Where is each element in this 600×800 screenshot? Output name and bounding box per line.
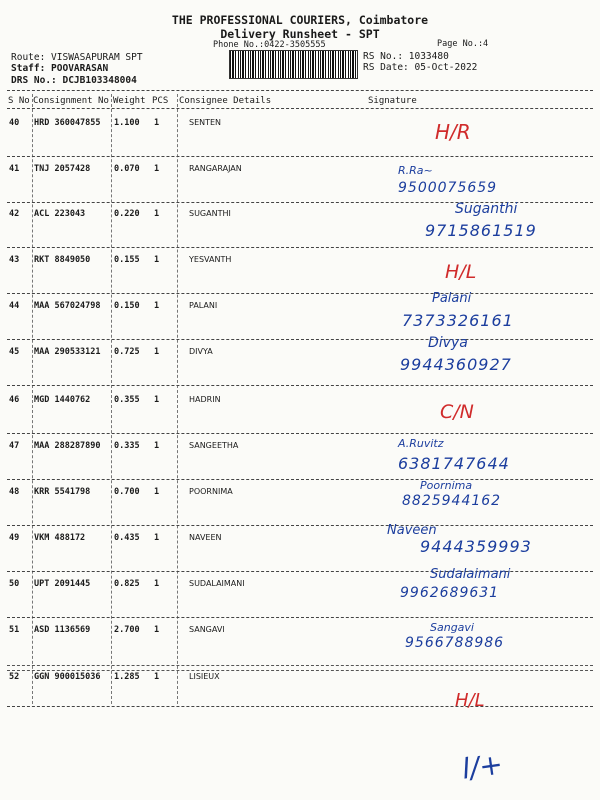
pcs-count: 1 xyxy=(154,672,160,682)
pcs-count: 1 xyxy=(154,487,160,497)
consignment-number: KRR 5541798 xyxy=(34,487,91,497)
weight-value: 0.220 xyxy=(114,209,140,219)
divider xyxy=(7,433,593,434)
signature-mark: Sangavi xyxy=(430,621,474,634)
pcs-count: 1 xyxy=(154,533,160,543)
consignee-name: DIVYA xyxy=(189,347,213,356)
divider xyxy=(7,339,593,340)
consignment-number: ASD 1136569 xyxy=(34,625,91,635)
handwritten-phone: 9566788986 xyxy=(405,635,505,651)
weight-value: 1.100 xyxy=(114,118,140,128)
divider xyxy=(7,385,593,386)
signature-mark: H/L xyxy=(445,261,477,283)
consignment-number: MAA 290533121 xyxy=(34,347,101,357)
pcs-count: 1 xyxy=(154,625,160,635)
weight-value: 0.435 xyxy=(114,533,140,543)
pcs-count: 1 xyxy=(154,347,160,357)
rs-number: RS No.: 1033480 xyxy=(363,51,449,62)
consignment-number: TNJ 2057428 xyxy=(34,164,91,174)
weight-value: 1.285 xyxy=(114,672,140,682)
consignee-name: HADRIN xyxy=(189,395,221,404)
staff: Staff: POOVARASAN xyxy=(11,63,109,74)
barcode xyxy=(229,50,358,79)
phone-number: Phone No.:0422-3505555 xyxy=(213,40,326,50)
consignee-name: POORNIMA xyxy=(189,487,233,496)
handwritten-phone: 9500075659 xyxy=(398,180,498,196)
handwritten-phone: 9444359993 xyxy=(420,537,532,556)
row-sno: 51 xyxy=(9,625,20,635)
row-sno: 40 xyxy=(9,118,20,128)
column-rule xyxy=(32,94,33,704)
pcs-count: 1 xyxy=(154,441,160,451)
row-sno: 48 xyxy=(9,487,20,497)
consignment-number: ACL 223043 xyxy=(34,209,86,219)
signature-mark: Naveen xyxy=(387,523,437,538)
row-sno: 46 xyxy=(9,395,20,405)
consignee-name: SANGAVI xyxy=(189,625,225,634)
column-rule xyxy=(111,94,112,704)
divider xyxy=(7,479,593,480)
row-sno: 45 xyxy=(9,347,20,357)
page-number: Page No.:4 xyxy=(437,39,489,49)
weight-value: 0.825 xyxy=(114,579,140,589)
consignee-name: SENTEN xyxy=(189,118,222,127)
weight-value: 0.070 xyxy=(114,164,140,174)
consignee-name: LISIEUX xyxy=(189,672,220,681)
row-sno: 50 xyxy=(9,579,20,589)
weight-value: 0.155 xyxy=(114,255,140,265)
divider xyxy=(7,247,593,248)
column-rule xyxy=(177,94,178,704)
handwritten-phone: 9944360927 xyxy=(400,355,512,374)
divider xyxy=(7,617,593,618)
divider xyxy=(7,156,593,157)
divider xyxy=(7,108,593,109)
row-sno: 43 xyxy=(9,255,20,265)
divider xyxy=(7,90,593,91)
pcs-count: 1 xyxy=(154,579,160,589)
signature-mark: Poornima xyxy=(420,479,473,492)
signature-mark: A.Ruvitz xyxy=(398,437,444,450)
consignment-number: GGN 900015036 xyxy=(34,672,101,682)
consignment-number: MGD 1440762 xyxy=(34,395,91,405)
col-consignee: Consignee Details xyxy=(179,96,272,106)
handwritten-phone: 9962689631 xyxy=(400,585,500,601)
consignee-name: PALANI xyxy=(189,301,218,310)
weight-value: 2.700 xyxy=(114,625,140,635)
consignee-name: SUDALAIMANI xyxy=(189,579,245,588)
handwritten-phone: 9715861519 xyxy=(425,221,537,240)
handwritten-mark: l/+ xyxy=(459,747,505,786)
weight-value: 0.700 xyxy=(114,487,140,497)
pcs-count: 1 xyxy=(154,301,160,311)
pcs-count: 1 xyxy=(154,164,160,174)
weight-value: 0.150 xyxy=(114,301,140,311)
signature-mark: H/R xyxy=(435,120,471,144)
row-sno: 47 xyxy=(9,441,20,451)
signature-mark: Divya xyxy=(428,335,468,351)
pcs-count: 1 xyxy=(154,395,160,405)
signature-mark: Suganthi xyxy=(455,201,518,217)
signature-mark: R.Ra~ xyxy=(398,164,433,177)
company-title: THE PROFESSIONAL COURIERS, Coimbatore xyxy=(171,13,429,27)
signature-mark: Sudalaimani xyxy=(430,567,511,582)
consignment-number: UPT 2091445 xyxy=(34,579,91,589)
row-sno: 42 xyxy=(9,209,20,219)
handwritten-phone: 8825944162 xyxy=(402,493,502,509)
divider xyxy=(7,525,593,526)
consignee-name: NAVEEN xyxy=(189,533,222,542)
consignee-name: RANGARAJAN xyxy=(189,164,242,173)
weight-value: 0.725 xyxy=(114,347,140,357)
divider xyxy=(7,665,593,671)
consignee-name: SUGANTHI xyxy=(189,209,231,218)
route: Route: VISWASAPURAM SPT xyxy=(11,52,143,63)
handwritten-phone: 6381747644 xyxy=(398,454,510,473)
consignment-number: MAA 288287890 xyxy=(34,441,101,451)
pcs-count: 1 xyxy=(154,118,160,128)
divider xyxy=(7,706,593,707)
col-consignment: Consignment No xyxy=(33,96,109,106)
row-sno: 44 xyxy=(9,301,20,311)
consignee-name: YESVANTH xyxy=(189,255,232,264)
pcs-count: 1 xyxy=(154,209,160,219)
col-weight: Weight xyxy=(113,96,146,106)
row-sno: 41 xyxy=(9,164,20,174)
weight-value: 0.335 xyxy=(114,441,140,451)
consignment-number: MAA 567024798 xyxy=(34,301,101,311)
signature-mark: H/L xyxy=(455,690,485,711)
col-signature: Signature xyxy=(368,96,417,106)
divider xyxy=(7,293,593,294)
consignee-name: SANGEETHA xyxy=(189,441,239,450)
weight-value: 0.355 xyxy=(114,395,140,405)
row-sno: 52 xyxy=(9,672,20,682)
consignment-number: VKM 488172 xyxy=(34,533,86,543)
drs-number: DRS No.: DCJB103348004 xyxy=(11,75,137,86)
consignment-number: HRD 360047855 xyxy=(34,118,101,128)
runsheet-subtitle: Delivery Runsheet - SPT xyxy=(220,27,380,41)
signature-mark: C/N xyxy=(440,401,474,423)
col-sno: S No xyxy=(8,96,30,106)
consignment-number: RKT 8849050 xyxy=(34,255,91,265)
rs-date: RS Date: 05-Oct-2022 xyxy=(363,62,478,73)
pcs-count: 1 xyxy=(154,255,160,265)
col-pcs: PCS xyxy=(152,96,169,106)
row-sno: 49 xyxy=(9,533,20,543)
handwritten-phone: 7373326161 xyxy=(402,311,514,330)
signature-mark: Palani xyxy=(432,291,472,306)
